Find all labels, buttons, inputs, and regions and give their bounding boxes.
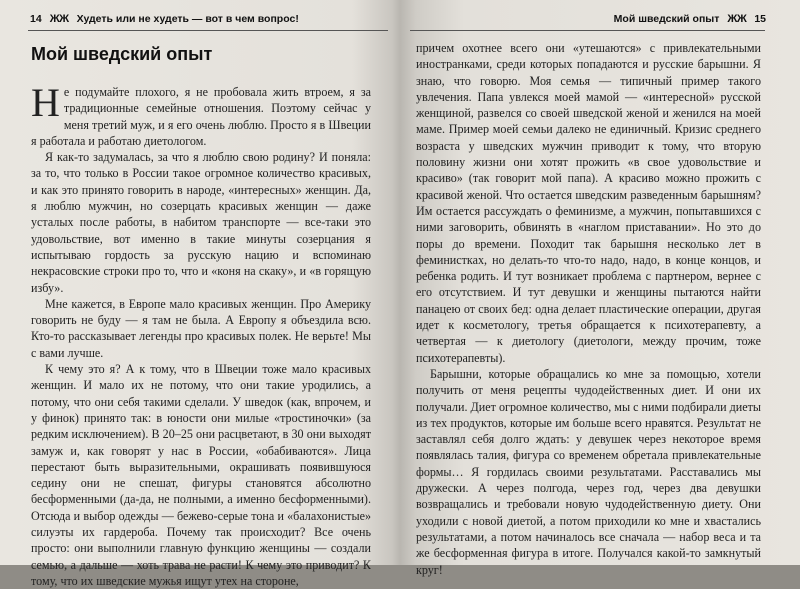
right-running-head-text: Мой шведский опыт [613,13,720,25]
left-page-number: 14 [30,13,42,25]
right-page [402,0,800,577]
section-title: Мой шведский опыт [31,44,213,64]
right-page-number: 15 [754,13,766,25]
paragraph: Не подумайте плохого, я не пробовала жить втроем, я за традиционные семейные отношения. Поэтому сейчас у меня третий муж, и я его очень люблю. Просто я в Швеции я работала и работаю диетологом. [31,80,371,148]
publisher-logo-icon: ЖЖ [49,13,69,25]
right-header-rule [410,30,765,31]
left-page [0,0,398,588]
left-header-rule [28,30,388,31]
paragraph: Мне кажется, в Европе мало красивых женщин. Про Америку говорить не буду — я там не была. А Европу я объездила всю. Кто-то рассказывает легенды про красивых полек. Не верьте! Мы с вами лучше. [31,296,371,360]
paragraph: К чему это я? А к тому, что в Швеции тоже мало красивых женщин. И мало их не потому, что они такие уродились, а потому, что они себя такими сделали. У шведок (как, впрочем, и у финок) принято так: в юности они милые «тростиночки» (за редким исключением). В 20–25 они расцветают, в 30 они выходят замуж и, как говорят у нас в России, «обабиваются». Лица перестают быть выразительными, окрашивать появившуюся седину они не спешат, фигуры становятся абсолютно бесформенными (да-да, не полными, а именно бесформенными). Отсюда и выбор одежды — бежево-серые тона и «балахонистые» силуэты их гардероба. Почему так происходит? Все очень просто: они выполнили главную функцию женщины — создали семью, а дальше — хоть трава не расти! К чему это приводит? К тому, что их шведские мужья ищут утех на стороне, [31,362,371,588]
right-body-text [416,40,761,578]
paragraph: причем охотнее всего они «утешаются» с привлекательными иностранками, среди которых попадаются и русские барышни. Я знаю, что говорю. Моя семья — типичный пример такого увлечения. Папа увлекся моей мамой — «интересной» русской женщиной, развелся со своей шведской женой и женился на моей маме. Пример моей семьи далеко не единичный. Кризис среднего возраста у шведских мужчин приводит к тому, что вторую половину жизни они хотят прожить «в свое удовольствие и красиво» (так говорит мой папа). А красиво можно прожить с красивой женой. Что остается шведским разведенным барышням? Им остается рассуждать о феминизме, а мужчин, попытавшихся с ними заговорить, обвинять в «наглом приставании». Но это до поры до времени. Походит так барышня несколько лет в феминистках, но делать-то что-то надо, надо, в конце концов, и ребенка родить. И тут возникает проблема с партнером, вернее с его отсутствием. И тут девушки и женщины пытаются найти панацею от своих бед: одна делает пластические операции, другая идет к косметологу, третья обращается к психотерапевту, а четвертая — к диетологу (диетологи, между прочим, тоже психотерапевты). [416,41,761,365]
publisher-logo-icon: ЖЖ [727,13,747,25]
left-running-head-text: Худеть или не худеть — вот в чем вопрос! [76,13,299,25]
paragraph: Барышни, которые обращались ко мне за помощью, хотели получить от меня рецепты чудодейственных диет. И они их получали. Диет огромное количество, мы с ними подбирали диеты из тех продуктов, которые им больше всего нравятся. Результат не заставлял себя долго ждать: у девушек через некоторое время появлялась талия, фигура со временем обретала привлекательные формы… Я гордилась своими результатами. Расставались мы дружески. А через полгода, через год, через два девушки возвращались и требовали новую чудодейственную диету. Они уходили с новой диетой, а потом приходили ко мне и хвастались результатами, а потом начиналось все сначала — набор веса и та же бесформенная фигура в итоге. Получался какой-то замкнутый круг! [416,366,762,577]
drop-cap: Н [31,80,60,125]
right-running-head [614,10,766,28]
left-body-text [31,80,371,589]
paragraph: Я как-то задумалась, за что я люблю свою родину? И поняла: за то, что только в России такое огромное количество красивых, и как это принято говорить в народе, «интересных» женщин. Да, я люблю мужчин, но созерцать красивых женщин — даже усталых после работы, в набитом транспорте — все-таки это удовольствие, вот именно в такие минуты созерцания я испытываю гордость за русскую нацию и вспоминаю некрасовские строки про то, что и «коня на скаку», и «в горящую избу». [31,150,371,295]
left-running-head [30,10,299,28]
